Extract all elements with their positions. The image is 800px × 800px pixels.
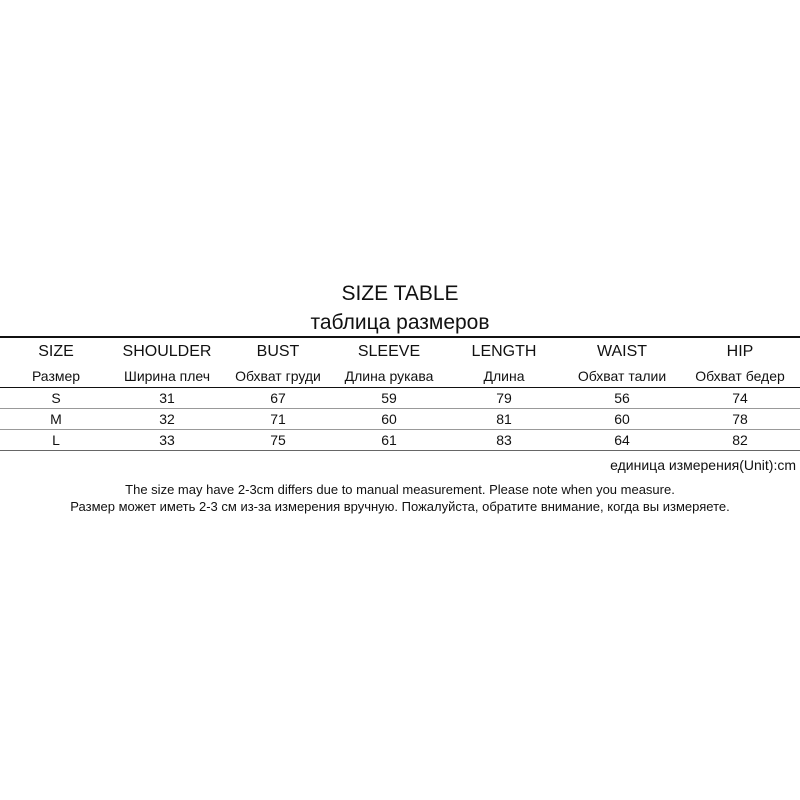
table-cell: 75: [222, 430, 334, 451]
table-cell: 79: [444, 388, 564, 409]
column-header-size: SIZE: [0, 337, 112, 365]
column-header-length: LENGTH: [444, 337, 564, 365]
table-cell: 60: [334, 409, 444, 430]
column-header-hip: HIP: [680, 337, 800, 365]
table-cell: 33: [112, 430, 222, 451]
table-cell: 56: [564, 388, 680, 409]
table-cell: 74: [680, 388, 800, 409]
measurement-note-en: The size may have 2-3cm differs due to manual measurement. Please note when you measure.: [125, 482, 675, 497]
table-cell: 32: [112, 409, 222, 430]
measurement-note-ru: Размер может иметь 2-3 см из-за измерения вручную. Пожалуйста, обратите внимание, когда вы измеряете.: [70, 499, 730, 514]
column-header-size-ru: Размер: [0, 365, 112, 388]
table-cell: 31: [112, 388, 222, 409]
table-cell: 82: [680, 430, 800, 451]
column-header-length-ru: Длина: [444, 365, 564, 388]
table-cell: 71: [222, 409, 334, 430]
table-cell: S: [0, 388, 112, 409]
unit-note: единица измерения(Unit):cm: [610, 457, 796, 473]
table-cell: 60: [564, 409, 680, 430]
column-header-waist: WAIST: [564, 337, 680, 365]
header-row-en: [0, 337, 800, 365]
column-header-shoulder-ru: Ширина плеч: [112, 365, 222, 388]
column-header-bust-ru: Обхват груди: [222, 365, 334, 388]
column-header-sleeve: SLEEVE: [334, 337, 444, 365]
column-header-waist-ru: Обхват талии: [564, 365, 680, 388]
size-table: [0, 336, 800, 451]
table-row-s: [0, 388, 800, 409]
column-header-bust: BUST: [222, 337, 334, 365]
table-cell: 78: [680, 409, 800, 430]
table-cell: 61: [334, 430, 444, 451]
table-row-m: [0, 409, 800, 430]
table-cell: 59: [334, 388, 444, 409]
page-subtitle: таблица размеров: [310, 311, 490, 334]
column-header-sleeve-ru: Длина рукава: [334, 365, 444, 388]
table-cell: L: [0, 430, 112, 451]
table-cell: 64: [564, 430, 680, 451]
table-cell: M: [0, 409, 112, 430]
table-row-l: [0, 430, 800, 451]
table-cell: 83: [444, 430, 564, 451]
table-cell: 81: [444, 409, 564, 430]
column-header-hip-ru: Обхват бедер: [680, 365, 800, 388]
header-row-ru: [0, 365, 800, 388]
column-header-shoulder: SHOULDER: [112, 337, 222, 365]
table-cell: 67: [222, 388, 334, 409]
page-title: SIZE TABLE: [341, 282, 459, 305]
